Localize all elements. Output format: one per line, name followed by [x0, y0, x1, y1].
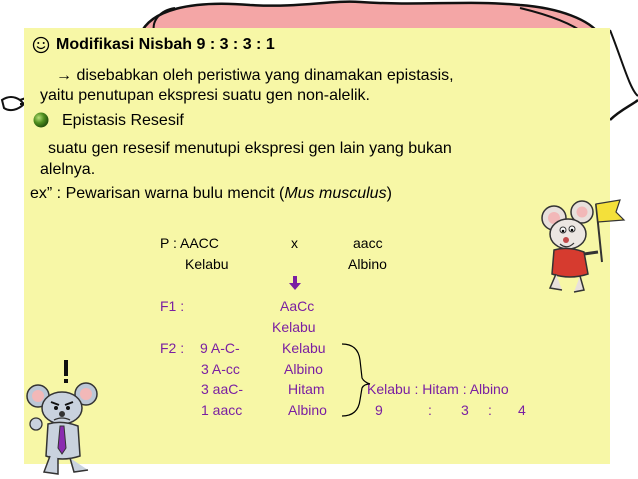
smiley-icon: [32, 36, 50, 54]
example-prefix: ex” : Pewarisan warna bulu mencit (: [30, 185, 285, 202]
angry-mouse-icon: [24, 358, 104, 479]
ratio-sep-2: :: [488, 402, 492, 418]
p-parent-1: P : AACC: [160, 235, 219, 251]
f2-label: F2 :: [160, 340, 185, 356]
example-suffix: ): [386, 185, 392, 202]
ratio-value-2: 3: [461, 402, 469, 418]
body-line-2: yaitu penutupan ekspresi suatu gen non-alelik.: [40, 87, 370, 104]
p-parent-2: aacc: [353, 235, 383, 251]
f1-phenotype: Kelabu: [272, 319, 316, 335]
f2-genotype-3: 3 aaC-: [201, 381, 244, 397]
p1-phenotype: Kelabu: [185, 256, 229, 272]
ratio-labels: Kelabu : Hitam : Albino: [367, 381, 509, 397]
f2-phenotype-4: Albino: [288, 402, 327, 418]
f2-phenotype-2: Albino: [284, 361, 323, 377]
f1-label: F1 :: [160, 298, 185, 314]
f2-phenotype-3: Hitam: [288, 381, 325, 397]
ratio-value-3: 4: [518, 402, 526, 418]
subheading: Epistasis Resesif: [62, 112, 184, 129]
cross-symbol: x: [291, 235, 298, 251]
f2-genotype-2: 3 A-cc: [201, 361, 240, 377]
f2-genotype-4: 1 aacc: [201, 402, 243, 418]
body-line-3: suatu gen resesif menutupi ekspresi gen lain yang bukan: [48, 140, 452, 157]
example-line: [30, 184, 392, 204]
body-line-1: → disebabkan oleh peristiwa yang dinamakan epistasis,: [56, 67, 454, 84]
mouse-with-flag-icon: [536, 192, 638, 298]
ratio-sep-1: :: [428, 402, 432, 418]
f2-phenotype-1: Kelabu: [282, 340, 326, 356]
body-line-4: alelnya.: [40, 161, 96, 178]
green-ball-icon: [32, 111, 50, 129]
f2-genotype-1: 9 A-C-: [200, 340, 240, 356]
slide-title: Modifikasi Nisbah 9 : 3 : 3 : 1: [56, 36, 275, 53]
p2-phenotype: Albino: [348, 256, 387, 272]
down-arrow-icon: [288, 275, 302, 291]
example-species: Mus musculus: [284, 185, 387, 202]
f1-genotype: AaCc: [280, 298, 315, 314]
ratio-value-1: 9: [375, 402, 383, 418]
